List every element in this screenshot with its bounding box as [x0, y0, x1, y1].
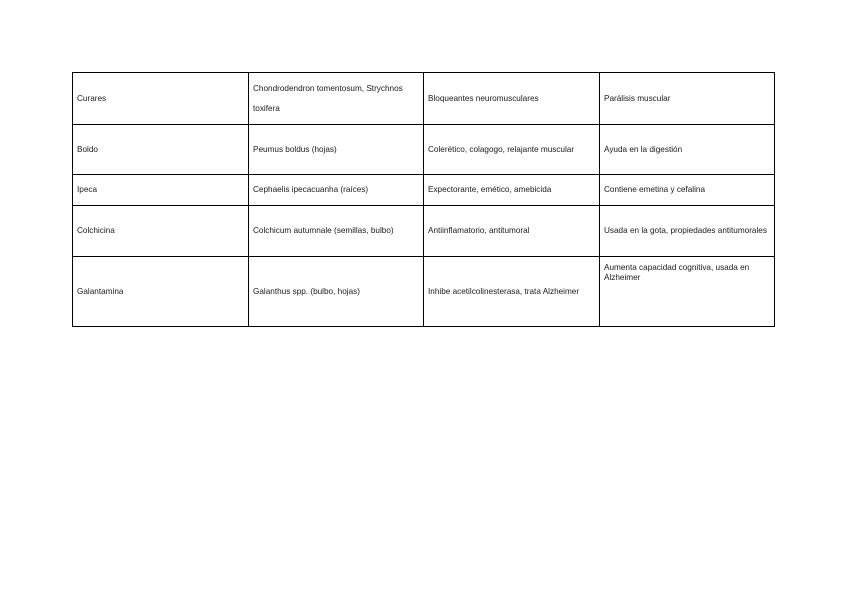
drug-name-cell: Ipeca: [73, 175, 249, 206]
action-cell: Antiinflamatorio, antitumoral: [424, 206, 600, 257]
action-cell: Colerético, colagogo, relajante muscular: [424, 125, 600, 175]
note-cell: Aumenta capacidad cognitiva, usada en Alzheimer: [600, 257, 775, 327]
action-cell: Expectorante, emético, amebicida: [424, 175, 600, 206]
action-cell: Inhibe acetilcolinesterasa, trata Alzheimer: [424, 257, 600, 327]
drug-name-cell: Galantamina: [73, 257, 249, 327]
note-cell: Ayuda en la digestión: [600, 125, 775, 175]
note-cell: Contiene emetina y cefalina: [600, 175, 775, 206]
drug-table: [72, 72, 775, 327]
source-cell: Peumus boldus (hojas): [249, 125, 424, 175]
drug-name-cell: Colchicina: [73, 206, 249, 257]
source-cell: Chondrodendron tomentosum, Strychnos toxifera: [249, 73, 424, 125]
table-row: [73, 73, 775, 125]
table-row: [73, 125, 775, 175]
table-row: [73, 175, 775, 206]
source-cell: Galanthus spp. (bulbo, hojas): [249, 257, 424, 327]
table-row: [73, 206, 775, 257]
source-cell: Colchicum autumnale (semillas, bulbo): [249, 206, 424, 257]
table-row: [73, 257, 775, 327]
source-cell: Cephaelis ipecacuanha (raíces): [249, 175, 424, 206]
note-cell: Parálisis muscular: [600, 73, 775, 125]
action-cell: Bloqueantes neuromusculares: [424, 73, 600, 125]
note-cell: Usada en la gota, propiedades antitumorales: [600, 206, 775, 257]
drug-name-cell: Curares: [73, 73, 249, 125]
drug-name-cell: Boldo: [73, 125, 249, 175]
